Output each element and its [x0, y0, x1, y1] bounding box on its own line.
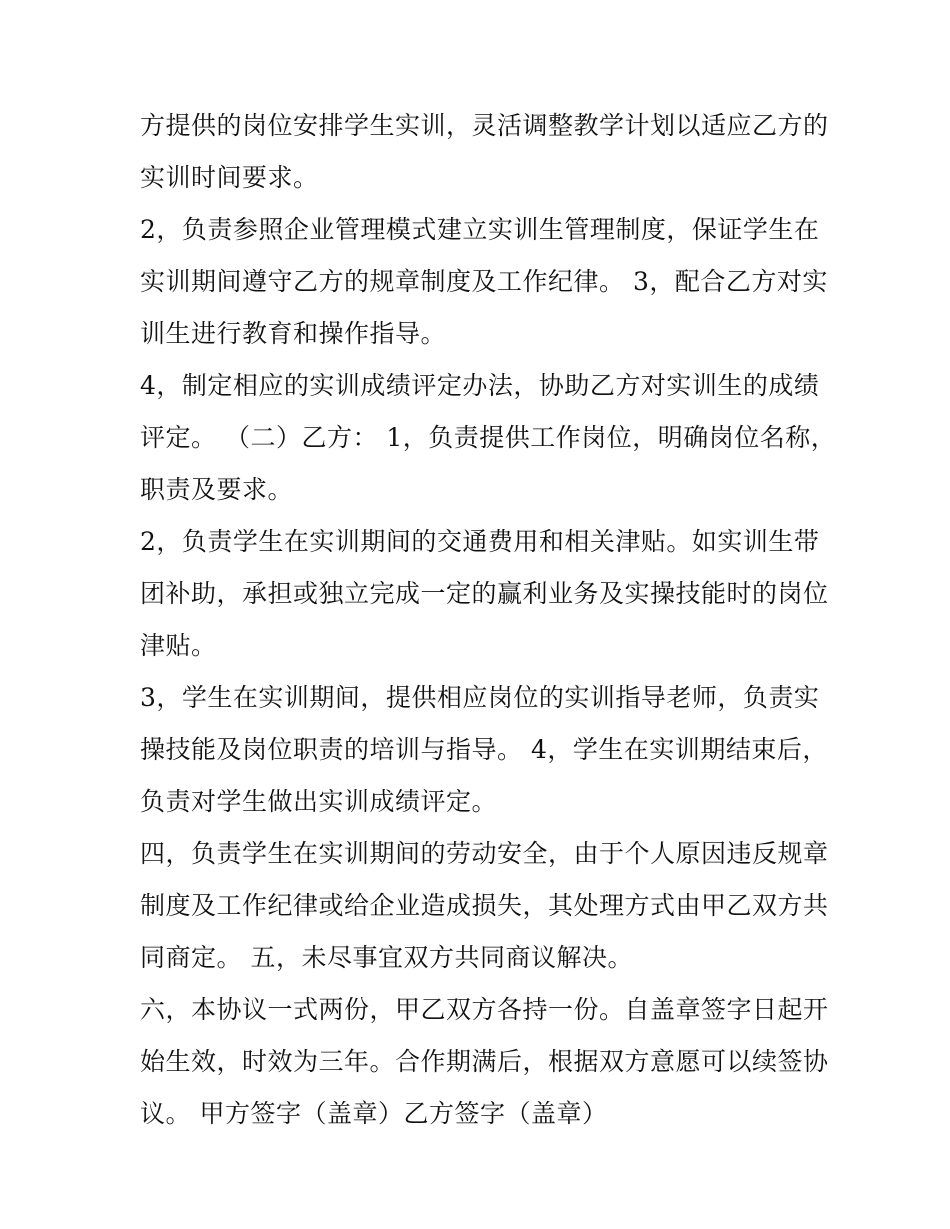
text-line: 操技能及岗位职责的培训与指导。 4，学生在实训期结束后，	[140, 735, 828, 764]
text-line: 四，负责学生在实训期间的劳动安全，由于个人原因违反规章	[140, 839, 829, 868]
text-line: 团补助，承担或独立完成一定的赢利业务及实操技能时的岗位	[140, 579, 829, 608]
text-line: 职责及要求。	[140, 475, 294, 504]
text-line: 负责对学生做出实训成绩评定。	[140, 787, 498, 816]
text-line: 方提供的岗位安排学生实训，灵活调整教学计划以适应乙方的	[140, 111, 829, 140]
document-body	[140, 100, 837, 1140]
text-line: 同商定。 五，未尽事宜双方共同商议解决。	[140, 943, 633, 972]
text-line: 津贴。	[140, 631, 217, 660]
text-line: 2，负责学生在实训期间的交通费用和相关津贴。如实训生带	[140, 527, 820, 556]
text-line: 实训期间遵守乙方的规章制度及工作纪律。 3，配合乙方对实	[140, 267, 828, 296]
text-line: 3，学生在实训期间，提供相应岗位的实训指导老师，负责实	[140, 683, 820, 712]
text-line: 六，本协议一式两份，甲乙双方各持一份。自盖章签字日起开	[140, 995, 829, 1024]
text-line: 2，负责参照企业管理模式建立实训生管理制度，保证学生在	[140, 215, 820, 244]
text-line: 实训时间要求。	[140, 163, 319, 192]
text-line: 评定。 （二）乙方： 1，负责提供工作岗位，明确岗位名称，	[140, 423, 837, 452]
text-line: 训生进行教育和操作指导。	[140, 319, 447, 348]
text-line: 始生效，时效为三年。合作期满后，根据双方意愿可以续签协	[140, 1047, 829, 1076]
text-line: 4，制定相应的实训成绩评定办法，协助乙方对实训生的成绩	[140, 371, 820, 400]
text-line: 制度及工作纪律或给企业造成损失，其处理方式由甲乙双方共	[140, 891, 829, 920]
text-line: 议。 甲方签字（盖章）乙方签字（盖章）	[140, 1099, 608, 1128]
